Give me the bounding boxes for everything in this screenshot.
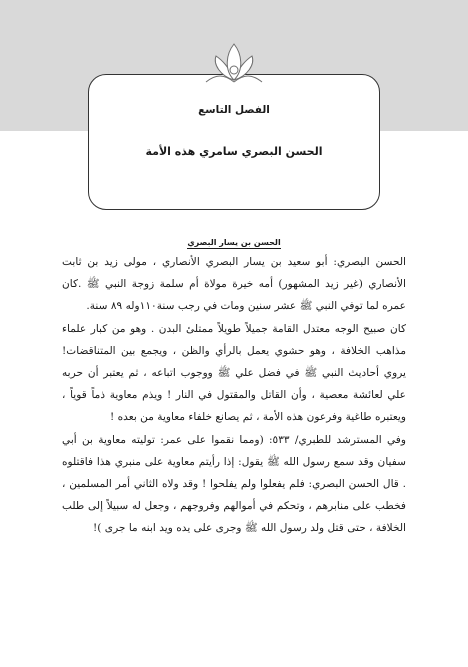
body-text (62, 251, 406, 540)
paragraph: كان صبيح الوجه معتدل القامة جميلاً طويلاً ممتلئ البدن . وهو من كبار علماء مذاهب الخلافة ، وهو حشوي يعمل بالرأي والظن ، ويجمع بين المتناقضات! يروي أحاديث النبي ﷺ في فضل علي ﷺ ووجوب اتباعه ، ثم يعتبر أن حربه علي لعائشة معصية ، وأن القاتل والمقتول في النار ! ويذم معاوية ذماً قوياً ، ويعتبره طاغية وفرعون هذه الأمة ، ثم يصانع خلفاء معاوية من بعده ! (62, 322, 406, 424)
section-heading-text: الحسن بن يسار البصري (187, 238, 281, 247)
chapter-frame (88, 74, 380, 210)
chapter-title: الحسن البصري سامري هذه الأمة (145, 145, 323, 158)
lotus-ornament-icon (204, 40, 264, 86)
chapter-label: الفصل التاسع (198, 104, 270, 116)
paragraph: الحسن البصري: أبو سعيد بن يسار البصري الأنصاري ، مولى زيد بن ثابت الأنصاري (غير زيد المشهور) أمه خيرة مولاة أم سلمة زوجة النبي ﷺ .كان عمره لما توفي النبي ﷺ عشر سنين ومات في رجب سنة١١٠وله ٨٩ سنة. (62, 256, 406, 313)
section-heading (0, 238, 468, 247)
paragraph: وفي المسترشد للطبري/ ٥٣٣: (ومما نقموا على عمر: توليته معاوية بن أبي سفيان وقد سمع رسول الله ﷺ يقول: إذا رأيتم معاوية على منبري هذا فاقتلوه . قال الحسن البصري: فلم يفعلوا ولم يفلحوا ! وقد ولاه الثاني أمر المسلمين ، فخطب على منابرهم ، وتحكم في أموالهم وفروجهم ، وجعل له سبيلاً إلى طلب الخلافة ، حتى قتل ولد رسول الله ﷺ وجرى على يده ويد ابنه ما جرى )! (62, 433, 406, 535)
